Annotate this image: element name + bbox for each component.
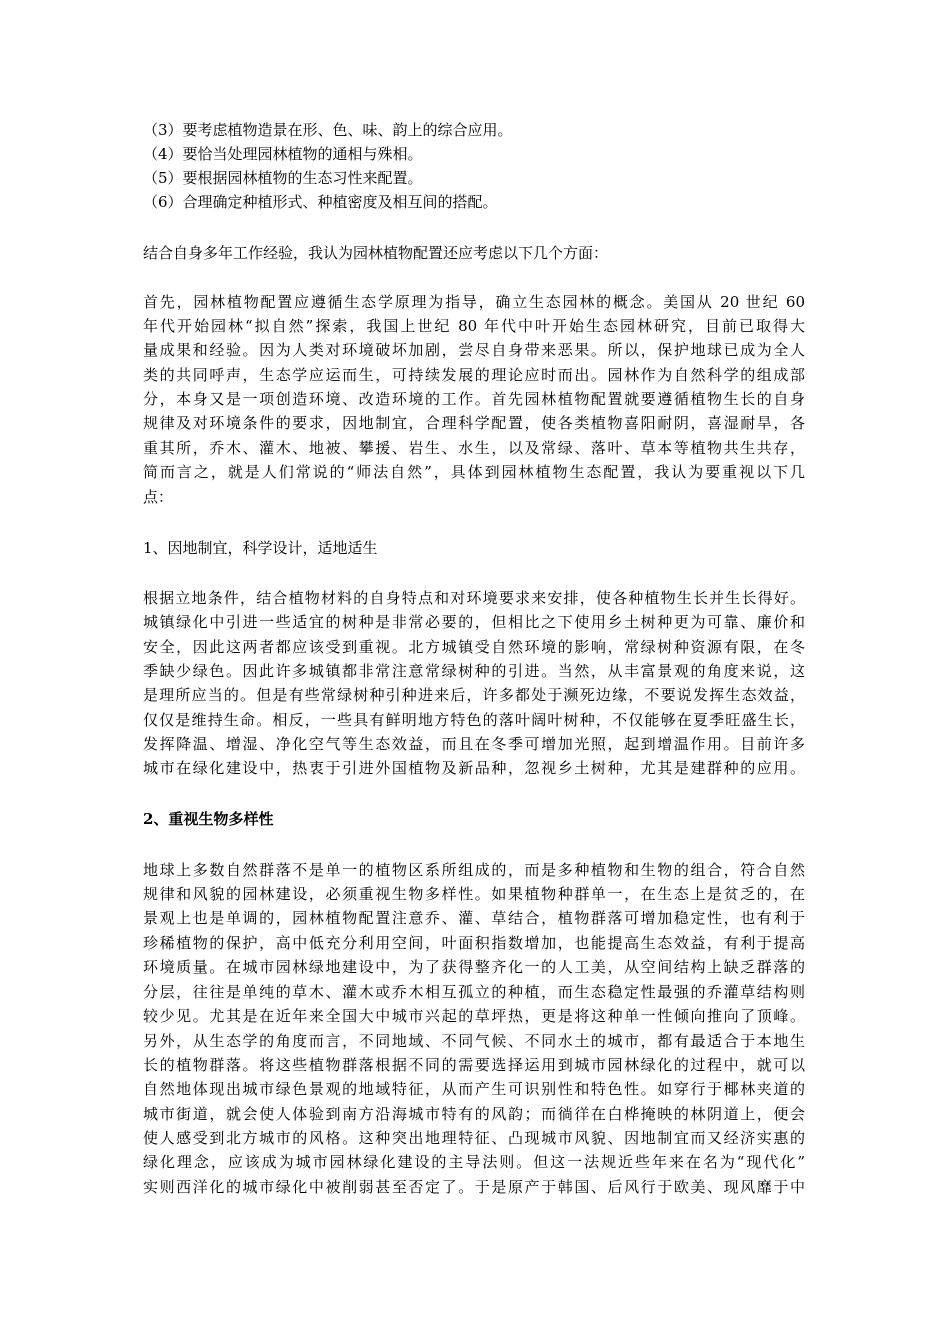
paragraph-line: 城镇绿化中引进一些适宜的树种是非常必要的，但相比之下使用乡土树种更为可靠、廉价和 [143,613,805,631]
paragraph-line: 是理所应当的。但是有些常绿树种引种进来后，许多都处于濒死边缘，不要说发挥生态效益， [143,686,805,704]
paragraph-line: 重其所，乔木、灌木、地被、攀援、岩生、水生，以及常绿、落叶、草本等植物共生共存， [143,439,805,457]
paragraph-line: 量成果和经验。因为人类对环境破坏加剧，尝尽自身带来恶果。所以，保护地球已成为全人 [143,341,805,359]
paragraph-line: 规律和风貌的园林建设，必须重视生物多样性。如果植物种群单一，在生态上是贫乏的，在 [143,885,805,903]
paragraph-line: 点： [143,488,174,506]
paragraph-line: 地球上多数自然群落不是单一的植物区系所组成的，而是多种植物和生物的组合，符合自然 [143,861,805,879]
list-item: （5）要根据园林植物的生态习性来配置。 [143,169,423,187]
list-item: （4）要恰当处理园林植物的通相与殊相。 [143,145,423,163]
paragraph-line: 简而言之，就是人们常说的“师法自然”，具体到园林植物生态配置，我认为要重视以下几 [143,463,805,481]
paragraph-line: 分，本身又是一项创造环境、改造环境的工作。首先园林植物配置就要遵循植物生长的自身 [143,390,805,408]
paragraph-line: 景观上也是单调的，园林植物配置注意乔、灌、草结合，植物群落可增加稳定性，也有利于 [143,909,805,927]
paragraph-line: 根据立地条件，结合植物材料的自身特点和对环境要求来安排，使各种植物生长并生长得好。 [143,589,805,607]
paragraph-line: 较少见。尤其是在近年来全国大中城市兴起的草坪热，更是将这种单一性倾向推向了顶峰。 [143,1007,805,1025]
list-item: （3）要考虑植物造景在形、色、味、韵上的综合应用。 [143,121,513,139]
paragraph-line: 实则西洋化的城市绿化中被削弱甚至否定了。于是原产于韩国、后风行于欧美、现风靡于中 [143,1178,805,1196]
paragraph-line: 环境质量。在城市园林绿地建设中，为了获得整齐化一的人工美，从空间结构上缺乏群落的 [143,958,805,976]
paragraph-line: 仅仅是维持生命。相反，一些具有鲜明地方特色的落叶阔叶树种，不仅能够在夏季旺盛生长， [143,711,805,729]
section-heading: 2、重视生物多样性 [143,810,274,828]
paragraph-line: 年代开始园林“拟自然”探索，我国上世纪 80 年代中叶开始生态园林研究，目前已取得大 [143,317,805,335]
intro-paragraph: 结合自身多年工作经验，我认为园林植物配置还应考虑以下几个方面： [143,244,609,262]
paragraph-line: 首先，园林植物配置应遵循生态学原理为指导，确立生态园林的概念。美国从 20 世纪 60 [143,293,805,311]
paragraph-line: 使人感受到北方城市的风格。这种突出地理特征、凸现城市风貌、因地制宜而又经济实惠的 [143,1129,805,1147]
paragraph-line: 类的共同呼声，生态学应运而生，可持续发展的理论应时而出。园林作为自然科学的组成部 [143,366,805,384]
list-item: （6）合理确定种植形式、种植密度及相互间的搭配。 [143,193,498,211]
section-heading: 1、因地制宜，科学设计，适地适生 [143,539,378,557]
paragraph-line: 安全，因此这两者都应该受到重视。北方城镇受自然环境的影响，常绿树种资源有限，在冬 [143,638,805,656]
paragraph-line: 另外，从生态学的角度而言，不同地域、不同气候、不同水土的城市，都有最适合于本地生 [143,1032,805,1050]
paragraph-line: 规律及对环境条件的要求，因地制宜，合理科学配置，使各类植物喜阳耐阴，喜湿耐旱，各 [143,414,805,432]
paragraph-line: 发挥降温、增湿、净化空气等生态效益，而且在冬季可增加光照，起到增温作用。目前许多 [143,735,805,753]
paragraph-line: 分层，往往是单纯的草木、灌木或乔木相互孤立的种植，而生态稳定性最强的乔灌草结构则 [143,983,805,1001]
paragraph-line: 珍稀植物的保护，高中低充分利用空间，叶面积指数增加，也能提高生态效益，有利于提高 [143,934,805,952]
paragraph-line: 自然地体现出城市绿色景观的地域特征，从而产生可识别性和特色性。如穿行于椰林夹道的 [143,1080,805,1098]
paragraph-line: 绿化理念，应该成为城市园林绿化建设的主导法则。但这一法规近些年来在名为“现代化” [143,1153,805,1171]
paragraph-line: 城市街道，就会使人体验到南方沿海城市特有的风韵；而徜徉在白桦掩映的林阴道上，便会 [143,1105,805,1123]
paragraph-line: 长的植物群落。将这些植物群落根据不同的需要选择运用到城市园林绿化的过程中，就可以 [143,1056,805,1074]
paragraph-line: 城市在绿化建设中，热衷于引进外国植物及新品种，忽视乡土树种，尤其是建群种的应用。 [143,759,805,777]
paragraph-line: 季缺少绿色。因此许多城镇都非常注意常绿树种的引进。当然，从丰富景观的角度来说，这 [143,662,805,680]
